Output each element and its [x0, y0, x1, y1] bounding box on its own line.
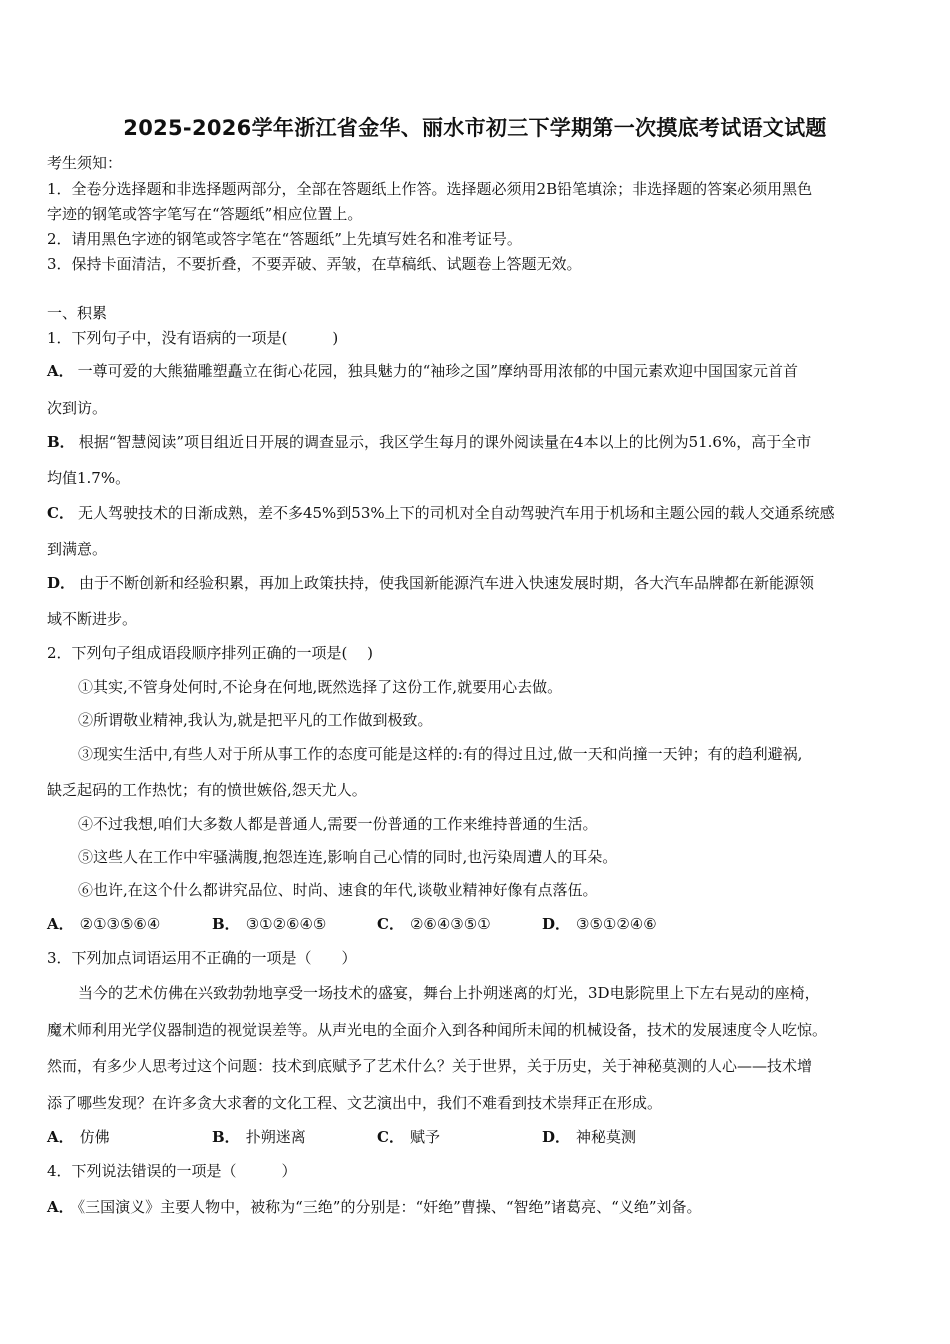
question-4-stem: 4．下列说法错误的一项是（ ） [47, 1162, 297, 1180]
question-4-option-a: A． 《三国演义》主要人物中，被称为“三绝”的分别是：“奸绝”曹操、“智绝”诸葛亮、“义绝”刘备。 [47, 1198, 702, 1216]
question-1-option-c: C． 无人驾驶技术的日渐成熟，差不多45%到53%上下的司机对全自动驾驶汽车用于机场和主题公园的载人交通系统感 [47, 504, 835, 522]
question-1-option-d-cont: 域不断进步。 [47, 610, 138, 628]
option-text: ②⑥④③⑤① [409, 915, 491, 933]
question-2-sentence-5: ⑤这些人在工作中牢骚满腹,抱怨连连,影响自己心情的同时,也污染周遭人的耳朵。 [78, 848, 618, 866]
option-text: ③①②⑥④⑤ [245, 915, 327, 933]
option-label: A． [47, 1198, 74, 1216]
option-text: 赋予 [409, 1128, 440, 1146]
option-label: D． [47, 574, 76, 592]
option-label: B． [212, 1128, 240, 1146]
option-text: 神秘莫测 [576, 1128, 637, 1146]
option-label: D． [542, 915, 571, 933]
page-title: 2025-2026学年浙江省金华、丽水市初三下学期第一次摸底考试语文试题 [123, 116, 827, 140]
question-3-passage: 当今的艺术仿佛在兴致勃勃地享受一场技术的盛宴，舞台上扑朔迷离的灯光，3D电影院里上下左右晃动的座椅， [78, 984, 820, 1002]
question-1-option-b-cont: 均值1.7%。 [47, 469, 131, 487]
option-text: 扑朔迷离 [245, 1128, 306, 1146]
question-1-option-c-cont: 到满意。 [47, 540, 108, 558]
question-1-option-d: D． 由于不断创新和经验积累，再加上政策扶持，使我国新能源汽车进入快速发展时期，各大汽车品牌都在新能源领 [47, 574, 815, 592]
question-3-option-d [542, 1126, 636, 1147]
question-3-passage: 然而，有多少人思考过这个问题：技术到底赋予了艺术什么？关于世界，关于历史，关于神秘莫测的人心——技术增 [47, 1057, 813, 1075]
question-3-passage: 魔术师利用光学仪器制造的视觉误差等。从声光电的全面介入到各种闻所未闻的机械设备，技术的发展速度令人吃惊。 [47, 1021, 828, 1039]
question-1-option-b: B． 根据“智慧阅读”项目组近日开展的调查显示，我区学生每月的课外阅读量在4本以上的比例为51.6%，高于全市 [47, 433, 812, 451]
notice-heading: 考生须知： [47, 154, 123, 172]
notice-item: 字迹的钢笔或答字笔写在“答题纸”相应位置上。 [47, 205, 363, 223]
question-2-option-b [212, 913, 326, 934]
notice-item: 1．全卷分选择题和非选择题两部分，全部在答题纸上作答。选择题必须用2B铅笔填涂；非选择题的答案必须用黑色 [47, 180, 813, 198]
option-label: C． [377, 1128, 404, 1146]
notice-item: 2．请用黑色字迹的钢笔或答字笔在“答题纸”上先填写姓名和准考证号。 [47, 230, 522, 248]
section-heading: 一、积累 [47, 304, 108, 322]
question-3-option-c [377, 1126, 440, 1147]
option-text: ③⑤①②④⑥ [576, 915, 657, 933]
question-2-sentence-3: ③现实生活中,有些人对于所从事工作的态度可能是这样的:有的得过且过,做一天和尚撞一天钟；有的趋利避祸, [78, 745, 803, 763]
option-label: D． [542, 1128, 571, 1146]
question-3-stem: 3．下列加点词语运用不正确的一项是（ ） [47, 949, 357, 967]
option-label: A． [47, 915, 74, 933]
question-1-stem: 1．下列句子中，没有语病的一项是( ) [47, 329, 339, 347]
option-text: 仿佛 [79, 1128, 110, 1146]
option-text: ②①③⑤⑥④ [79, 915, 161, 933]
question-2-option-d [542, 913, 657, 934]
option-label: B． [212, 915, 240, 933]
notice-item: 3．保持卡面清洁，不要折叠，不要弄破、弄皱，在草稿纸、试题卷上答题无效。 [47, 255, 582, 273]
option-label: C． [377, 915, 404, 933]
question-2-sentence-6: ⑥也许,在这个什么都讲究品位、时尚、速食的年代,谈敬业精神好像有点落伍。 [78, 881, 598, 899]
question-1-option-a-cont: 次到访。 [47, 399, 108, 417]
question-2-sentence-2: ②所谓敬业精神,我认为,就是把平凡的工作做到极致。 [78, 711, 433, 729]
question-2-sentence-4: ④不过我想,咱们大多数人都是普通人,需要一份普通的工作来维持普通的生活。 [78, 815, 598, 833]
option-label: B． [47, 433, 75, 451]
question-3-passage: 添了哪些发现？在许多贪大求奢的文化工程、文艺演出中，我们不难看到技术崇拜正在形成。 [47, 1094, 663, 1112]
question-3-option-a [47, 1126, 110, 1147]
question-2-stem: 2．下列句子组成语段顺序排列正确的一项是( ) [47, 644, 374, 662]
option-label: C． [47, 504, 74, 522]
question-2-option-c [377, 913, 491, 934]
question-2-option-a [47, 913, 160, 934]
question-3-option-b [212, 1126, 306, 1147]
question-2-sentence-1: ①其实,不管身处何时,不论身在何地,既然选择了这份工作,就要用心去做。 [78, 678, 563, 696]
option-label: A． [47, 362, 74, 380]
option-label: A． [47, 1128, 74, 1146]
question-2-sentence-3-cont: 缺乏起码的工作热忱；有的愤世嫉俗,怨天尤人。 [47, 781, 367, 799]
question-1-option-a: A． 一尊可爱的大熊猫雕塑矗立在街心花园，独具魅力的“袖珍之国”摩纳哥用浓郁的中国元素欢迎中国国家元首首 [47, 362, 798, 380]
